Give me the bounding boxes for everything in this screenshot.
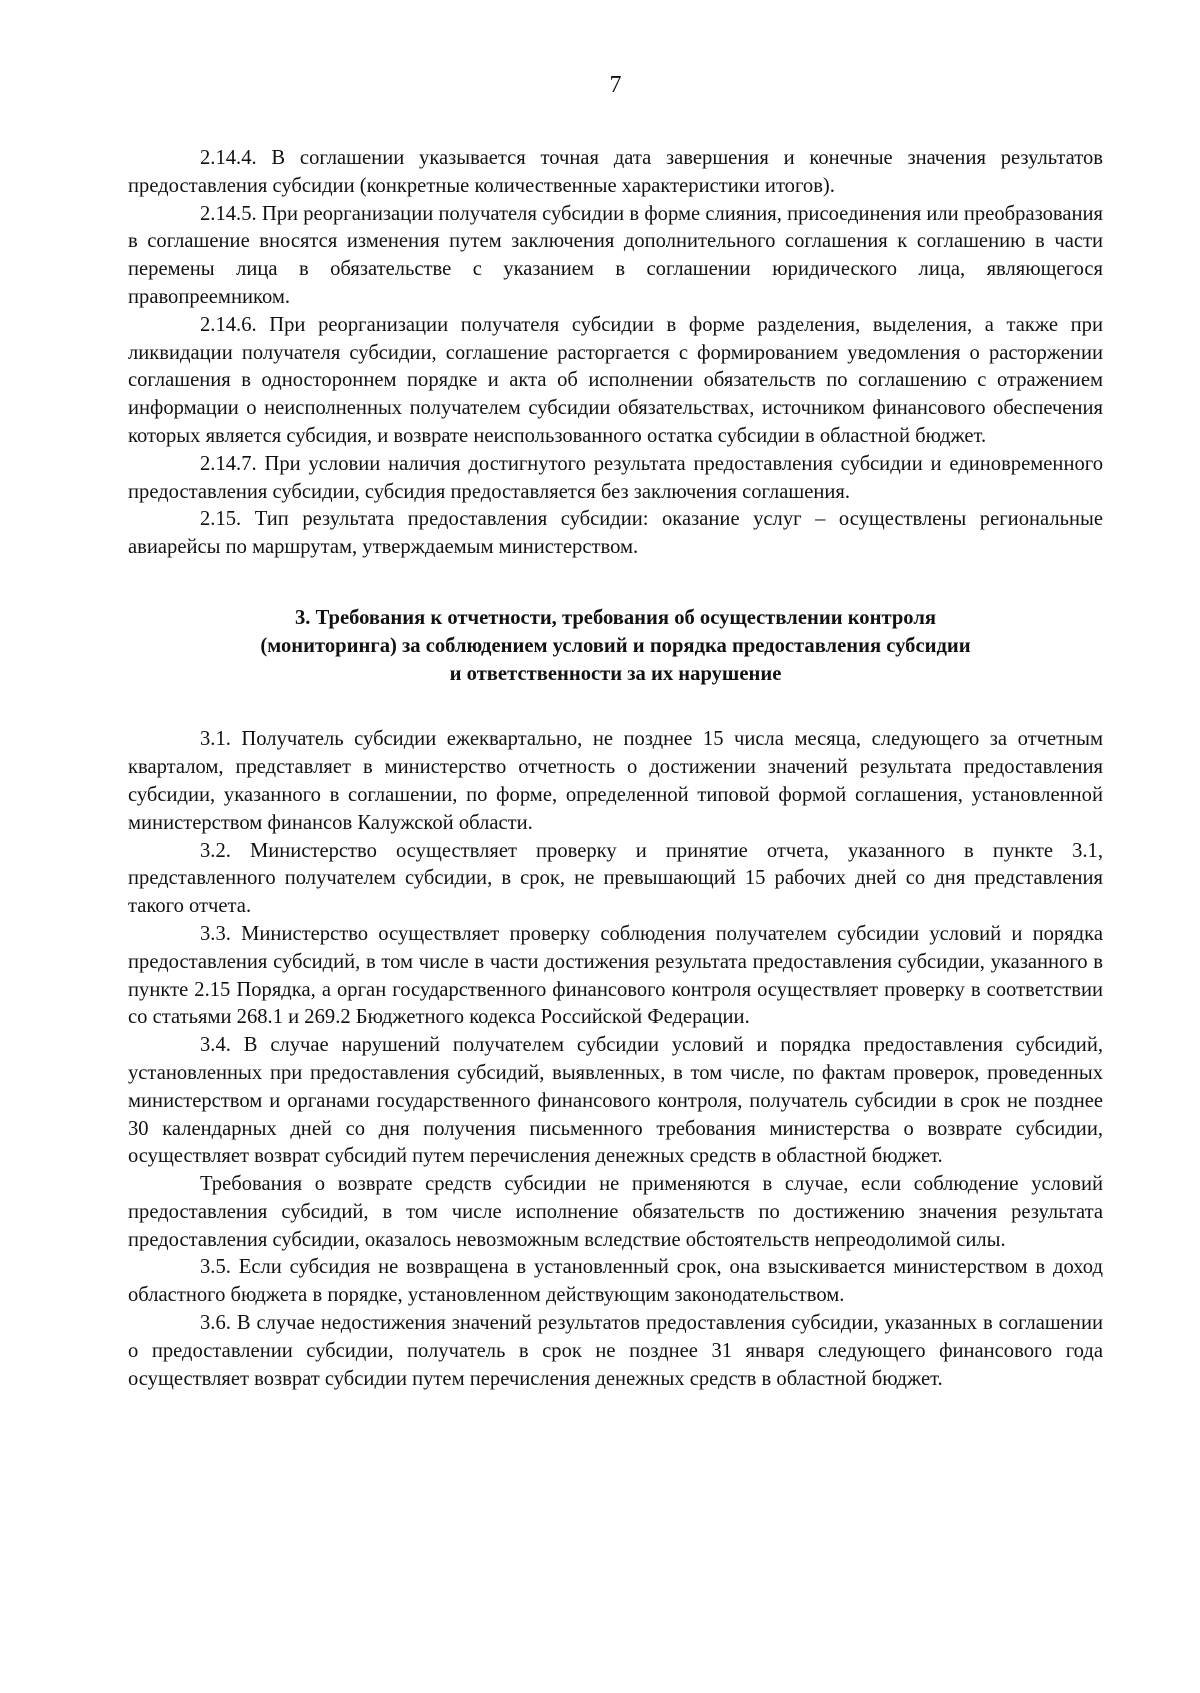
paragraph-3-4-note: Требования о возврате средств субсидии не применяются в случае, если соблюдение условий предоставления субсидий, в том числе исполнение обязательств по достижению значения результата предоставления субсидии, оказалось невозможным вследствие обстоятельств непреодолимой силы. — [128, 1173, 1103, 1251]
section-3-title-line: (мониторинга) за соблюдением условий и порядка предоставления субсидии — [260, 634, 971, 657]
section-3-title-line: и ответственности за их нарушение — [449, 662, 782, 685]
paragraph-3-3: 3.3. Министерство осуществляет проверку соблюдения получателем субсидии условий и порядка предоставления субсидий, в том числе в части достижения результата предоставления субсидии, указанного в пункте 2.15 Порядка, а орган государственного финансового контроля осуществляет проверку в соответствии со статьями 268.1 и 269.2 Бюджетного кодекса Российской Федерации. — [128, 922, 1103, 1029]
paragraph-2-14-4: 2.14.4. В соглашении указывается точная дата завершения и конечные значения результатов предоставления субсидии (конкретные количественные характеристики итогов). — [128, 147, 1103, 197]
paragraph-2-15: 2.15. Тип результата предоставления субсидии: оказание услуг – осуществлены региональные авиарейсы по маршрутам, утверждаемым министерством. — [128, 508, 1103, 559]
document-page — [128, 70, 1103, 1393]
paragraph-2-14-5: 2.14.5. При реорганизации получателя субсидии в форме слияния, присоединения или преобразования в соглашение вносятся изменения путем заключения дополнительного соглашения к соглашению в части перемены лица в обязательстве с указанием в соглашении юридического лица, являющегося правопреемником. — [128, 202, 1103, 308]
paragraph-3-2: 3.2. Министерство осуществляет проверку и принятие отчета, указанного в пункте 3.1, представленного получателем субсидии, в срок, не превышающий 15 рабочих дней со дня представления такого отчета. — [128, 839, 1103, 918]
paragraph-3-5: 3.5. Если субсидия не возвращена в установленный срок, она взыскивается министерством в доход областного бюджета в порядке, установленном действующим законодательством. — [128, 1256, 1103, 1307]
paragraph-3-4: 3.4. В случае нарушений получателем субсидии условий и порядка предоставления субсидий, установленных при предоставления субсидий, выявленных, в том числе, по фактам проверок, проведенных министерством и органами государственного финансового контроля, получатель субсидии в срок не позднее 30 календарных дней со дня получения письменного требования министерства о возврате субсидии, осуществляет возврат субсидий путем перечисления денежных средств в областной бюджет. — [128, 1034, 1103, 1168]
paragraph-2-14-6: 2.14.6. При реорганизации получателя субсидии в форме разделения, выделения, а также при ликвидации получателя субсидии, соглашение расторгается с формированием уведомления о расторжении соглашения в одностороннем порядке и акта об исполнении обязательств по соглашению с отражением информации о неисполненных получателем субсидии обязательствах, источником финансового обеспечения которых является субсидия, и возврате неиспользованного остатка субсидии в областной бюджет. — [128, 313, 1103, 447]
paragraph-2-14-7: 2.14.7. При условии наличия достигнутого результата предоставления субсидии и единовременного предоставления субсидии, субсидия предоставляется без заключения соглашения. — [128, 452, 1103, 503]
section-3-title — [128, 605, 1103, 688]
section-3-title-line: 3. Требования к отчетности, требования об осуществлении контроля — [294, 606, 937, 629]
paragraph-3-6: 3.6. В случае недостижения значений результатов предоставления субсидии, указанных в соглашении о предоставлении субсидии, получатель в срок не позднее 31 января следующего финансового года осуществляет возврат субсидии путем перечисления денежных средств в областной бюджет. — [128, 1312, 1103, 1390]
page-number: 7 — [609, 72, 622, 98]
paragraph-3-1: 3.1. Получатель субсидии ежеквартально, не позднее 15 числа месяца, следующего за отчетным кварталом, представляет в министерство отчетность о достижении значений результата предоставления субсидии, указанного в соглашении, по форме, определенной типовой формой соглашения, установленной министерством финансов Калужской области. — [128, 728, 1103, 834]
